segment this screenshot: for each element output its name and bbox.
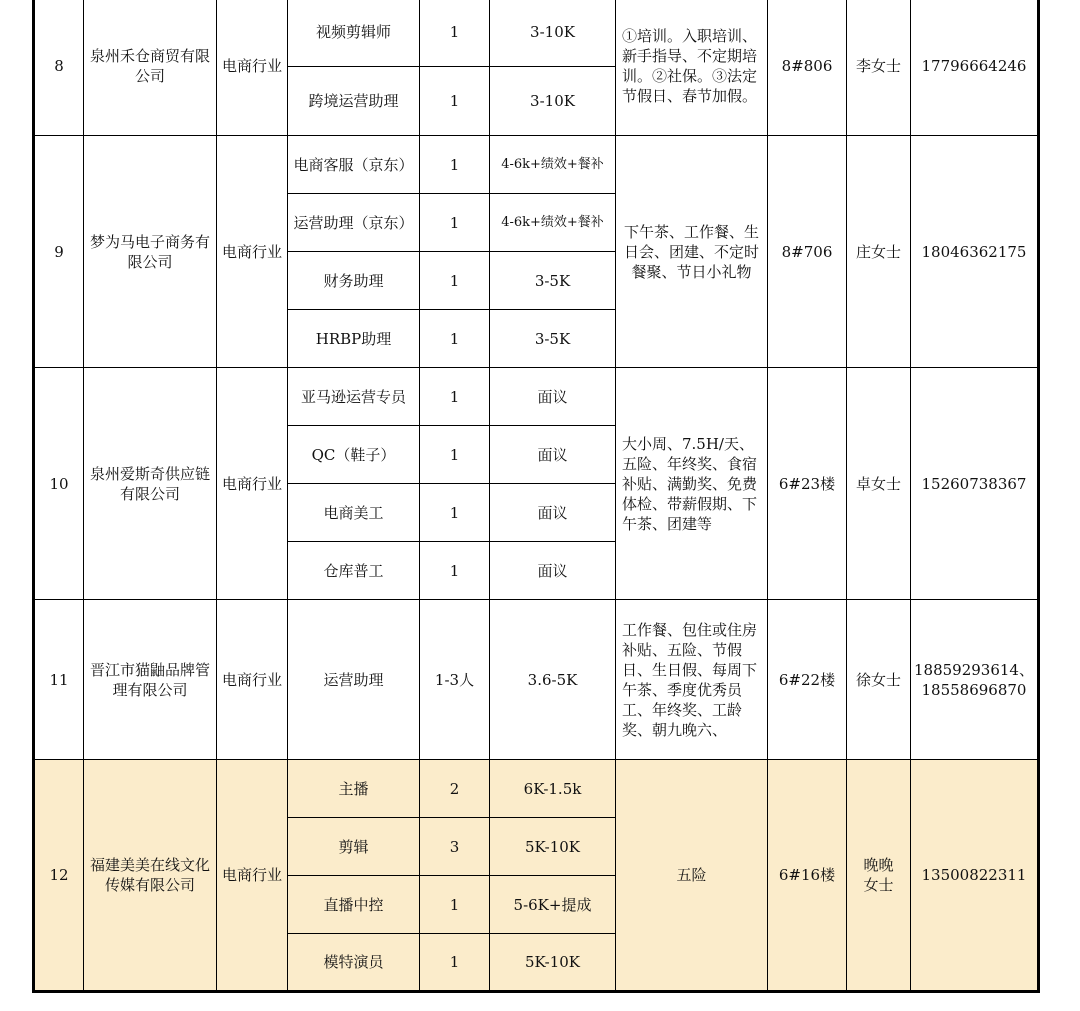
job-salary: 4-6k+绩效+餐补 — [490, 194, 616, 252]
job-count: 2 — [420, 760, 490, 818]
table-row — [34, 368, 1039, 426]
job-salary: 3-5K — [490, 310, 616, 368]
phone-number: 18859293614、18558696870 — [911, 600, 1039, 760]
job-title: 跨境运营助理 — [288, 67, 420, 136]
job-salary: 3-10K — [490, 0, 616, 67]
job-title: 电商客服（京东） — [288, 136, 420, 194]
phone-number: 17796664246 — [911, 0, 1039, 136]
booth-number: 6#16楼 — [768, 760, 847, 992]
job-salary: 5K-10K — [490, 818, 616, 876]
industry: 电商行业 — [217, 600, 288, 760]
job-count: 1 — [420, 368, 490, 426]
table-row — [34, 136, 1039, 194]
company-number: 8 — [34, 0, 84, 136]
table-row — [34, 600, 1039, 760]
industry: 电商行业 — [217, 0, 288, 136]
job-title: HRBP助理 — [288, 310, 420, 368]
company-name: 梦为马电子商务有限公司 — [84, 136, 217, 368]
job-count: 1 — [420, 252, 490, 310]
job-title: 运营助理 — [288, 600, 420, 760]
industry: 电商行业 — [217, 368, 288, 600]
job-salary: 面议 — [490, 368, 616, 426]
job-title: 亚马逊运营专员 — [288, 368, 420, 426]
job-count: 1 — [420, 136, 490, 194]
benefits: 五险 — [616, 760, 768, 992]
booth-number: 6#23楼 — [768, 368, 847, 600]
job-count: 1 — [420, 426, 490, 484]
job-count: 1 — [420, 67, 490, 136]
company-name: 福建美美在线文化传媒有限公司 — [84, 760, 217, 992]
benefits — [616, 600, 768, 760]
job-title: 模特演员 — [288, 934, 420, 992]
company-number: 10 — [34, 368, 84, 600]
job-salary: 5K-10K — [490, 934, 616, 992]
contact-person: 李女士 — [847, 0, 911, 136]
company-name: 泉州爱斯奇供应链有限公司 — [84, 368, 217, 600]
contact-person: 晚晚女士 — [847, 760, 911, 992]
job-title: QC（鞋子） — [288, 426, 420, 484]
job-salary: 3-10K — [490, 67, 616, 136]
benefits: ①培训。入职培训、新手指导、不定期培训。②社保。③法定节假日、春节加假。 — [616, 0, 768, 136]
job-count: 1 — [420, 934, 490, 992]
job-salary: 4-6k+绩效+餐补 — [490, 136, 616, 194]
job-count: 1 — [420, 310, 490, 368]
job-count: 1-3人 — [420, 600, 490, 760]
job-title: 剪辑 — [288, 818, 420, 876]
job-salary: 面议 — [490, 542, 616, 600]
company-number: 9 — [34, 136, 84, 368]
job-salary: 3-5K — [490, 252, 616, 310]
table-row — [34, 0, 1039, 67]
company-name: 晋江市猫鼬品牌管理有限公司 — [84, 600, 217, 760]
booth-number: 6#22楼 — [768, 600, 847, 760]
job-title: 视频剪辑师 — [288, 0, 420, 67]
job-title: 仓库普工 — [288, 542, 420, 600]
benefits-text: 工作餐、包住或住房补贴、五险、节假日、生日假、每周下午茶、季度优秀员工、年终奖、工龄奖、朝九晚六、 — [622, 620, 758, 739]
contact-person: 卓女士 — [847, 368, 911, 600]
job-count: 3 — [420, 818, 490, 876]
booth-number: 8#806 — [768, 0, 847, 136]
job-salary: 3.6-5K — [490, 600, 616, 760]
phone-number: 18046362175 — [911, 136, 1039, 368]
job-count: 1 — [420, 876, 490, 934]
industry: 电商行业 — [217, 136, 288, 368]
job-title: 主播 — [288, 760, 420, 818]
job-salary: 5-6K+提成 — [490, 876, 616, 934]
job-title: 运营助理（京东） — [288, 194, 420, 252]
benefits: 下午茶、工作餐、生日会、团建、不定时餐聚、节日小礼物 — [616, 136, 768, 368]
company-name: 泉州禾仓商贸有限公司 — [84, 0, 217, 136]
benefits: 大小周、7.5H/天、五险、年终奖、食宿补贴、满勤奖、免费体检、带薪假期、下午茶、团建等 — [616, 368, 768, 600]
job-count: 1 — [420, 194, 490, 252]
job-count: 1 — [420, 484, 490, 542]
job-count: 1 — [420, 542, 490, 600]
booth-number: 8#706 — [768, 136, 847, 368]
table-row — [34, 760, 1039, 818]
contact-person: 徐女士 — [847, 600, 911, 760]
job-title: 电商美工 — [288, 484, 420, 542]
phone-number: 15260738367 — [911, 368, 1039, 600]
job-title: 财务助理 — [288, 252, 420, 310]
company-number: 12 — [34, 760, 84, 992]
job-count: 1 — [420, 0, 490, 67]
phone-number: 13500822311 — [911, 760, 1039, 992]
contact-person: 庄女士 — [847, 136, 911, 368]
job-salary: 6K-1.5k — [490, 760, 616, 818]
job-salary: 面议 — [490, 484, 616, 542]
job-title: 直播中控 — [288, 876, 420, 934]
job-fair-table — [32, 0, 1040, 993]
job-salary: 面议 — [490, 426, 616, 484]
company-number: 11 — [34, 600, 84, 760]
industry: 电商行业 — [217, 760, 288, 992]
